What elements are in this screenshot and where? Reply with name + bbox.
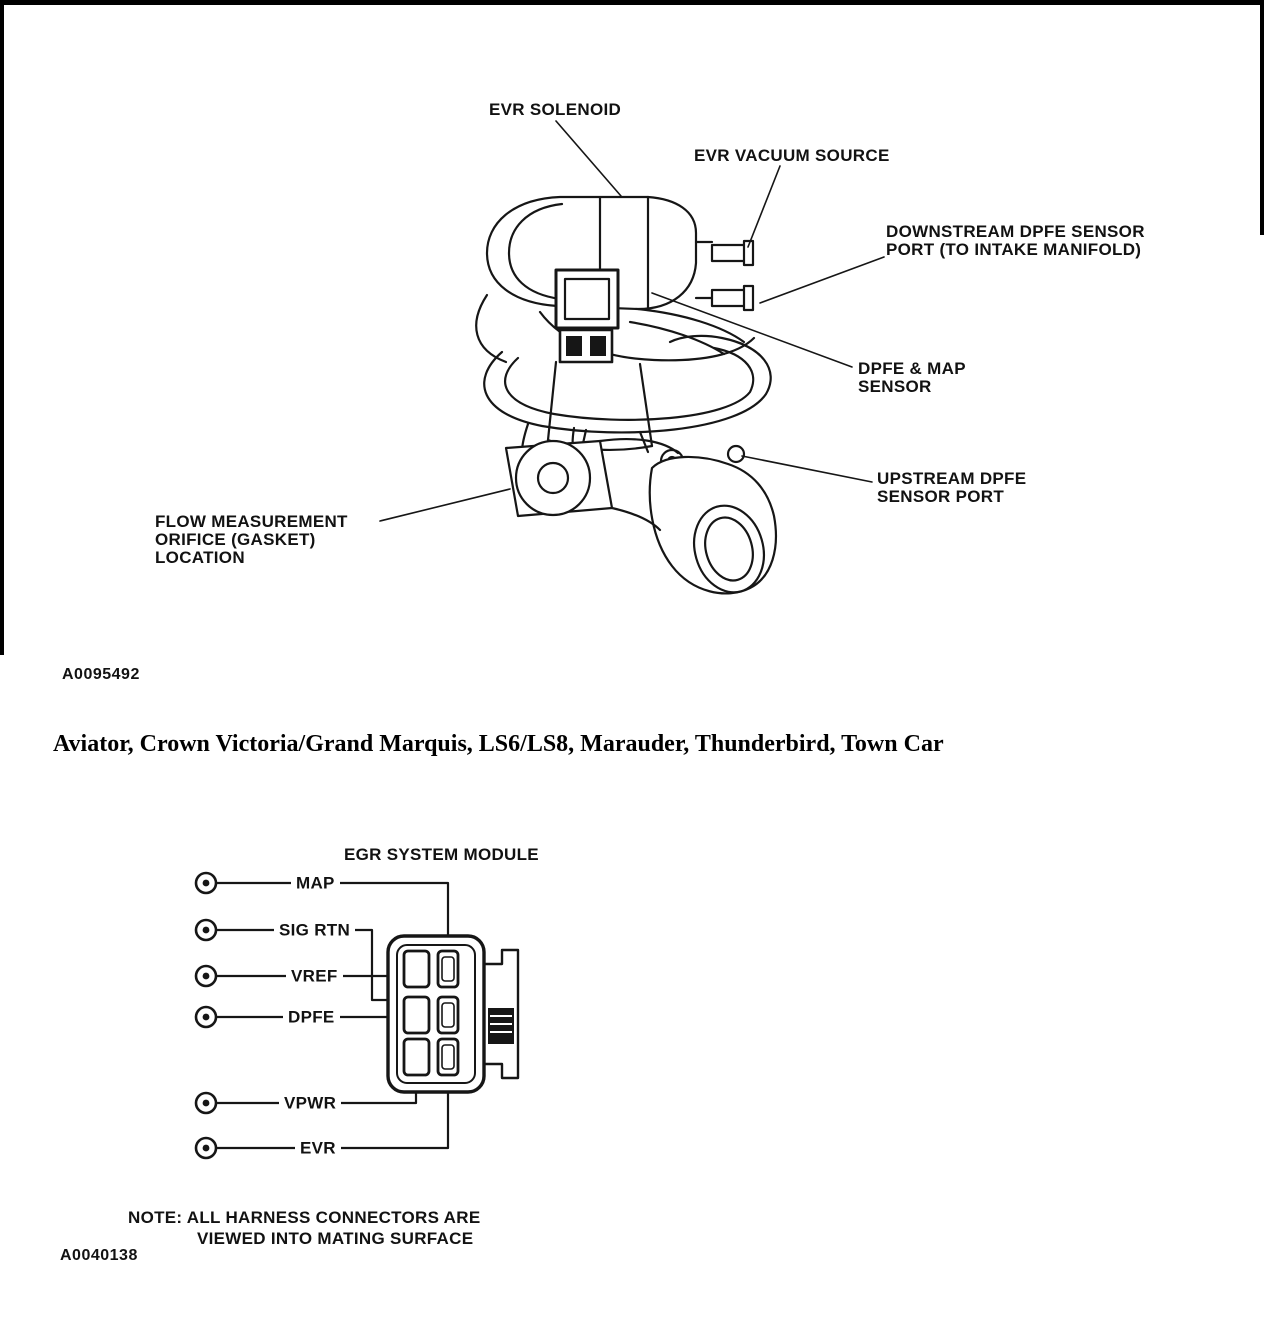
terminal-vref xyxy=(196,966,216,986)
callout-downstream-line2: PORT (TO INTAKE MANIFOLD) xyxy=(886,240,1142,259)
pin-label-map: MAP xyxy=(291,874,340,893)
figure-id-top: A0095492 xyxy=(62,666,140,683)
callout-dpfe-map-line2: SENSOR xyxy=(858,377,932,396)
leader-evr-solenoid xyxy=(556,121,621,196)
terminal-vpwr xyxy=(196,1093,216,1113)
callout-downstream-line1: DOWNSTREAM DPFE SENSOR xyxy=(886,222,1145,241)
leader-evr-vacuum-source xyxy=(748,166,780,247)
egr-valve-drawing xyxy=(476,197,776,601)
terminal-map xyxy=(196,873,216,893)
leader-lines xyxy=(380,121,884,521)
note-line1: NOTE: ALL HARNESS CONNECTORS ARE xyxy=(128,1208,481,1227)
callout-flow-line2: ORIFICE (GASKET) xyxy=(155,530,316,549)
connector-drawing xyxy=(388,936,518,1092)
terminal-dpfe xyxy=(196,1007,216,1027)
callout-flow-line3: LOCATION xyxy=(155,548,245,567)
callout-evr-vacuum-source: EVR VACUUM SOURCE xyxy=(694,146,890,165)
callout-flow-line1: FLOW MEASUREMENT xyxy=(155,512,348,531)
terminal-sig-rtn xyxy=(196,920,216,940)
leader-upstream-port xyxy=(742,456,872,482)
pin-label-evr: EVR xyxy=(295,1139,341,1158)
callout-evr-solenoid: EVR SOLENOID xyxy=(489,100,622,119)
connector-title: EGR SYSTEM MODULE xyxy=(344,845,539,864)
pin-label-vref: VREF xyxy=(286,967,343,986)
section-title: Aviator, Crown Victoria/Grand Marquis, LS6/LS8, Marauder, Thunderbird, Town Car xyxy=(53,731,944,757)
pin-label-vpwr: VPWR xyxy=(279,1094,341,1113)
pin-label-sig-rtn: SIG RTN xyxy=(274,921,355,940)
terminal-evr xyxy=(196,1138,216,1158)
leader-downstream-port xyxy=(760,257,884,303)
pin-label-dpfe: DPFE xyxy=(283,1008,340,1027)
callout-upstream-line2: SENSOR PORT xyxy=(877,487,1005,506)
callout-dpfe-map-line1: DPFE & MAP xyxy=(858,359,966,378)
figure-id-bottom: A0040138 xyxy=(60,1247,138,1264)
callout-upstream-line1: UPSTREAM DPFE xyxy=(877,469,1027,488)
note-line2: VIEWED INTO MATING SURFACE xyxy=(197,1229,474,1248)
terminal-rings xyxy=(196,873,216,1158)
leader-flow-orifice xyxy=(380,489,510,521)
